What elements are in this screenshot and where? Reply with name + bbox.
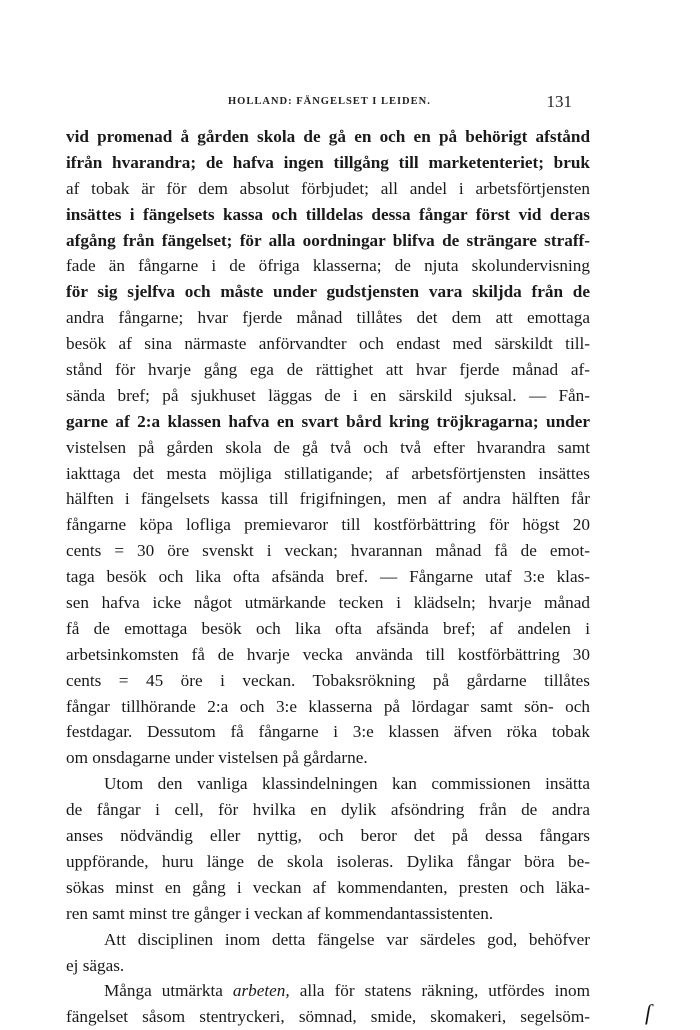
body-text bbox=[66, 124, 590, 1030]
text-line: af tobak är för dem absolut förbjudet; all andel i arbetsförtjensten bbox=[66, 178, 590, 198]
text-line: cents = 30 öre svenskt i veckan; hvarannan månad få de emot- bbox=[66, 541, 590, 561]
text-run: Många utmärkta bbox=[104, 981, 233, 1001]
text-line: ren samt minst tre gånger i veckan af kommendantassistenten. bbox=[66, 903, 494, 923]
text-line: för sig sjelfva och måste under gudstjensten vara skiljda från de bbox=[66, 282, 590, 302]
text-line: Utom den vanliga klassindelningen kan commissionen insätta bbox=[104, 774, 590, 794]
text-line: fade än fångarne i de öfriga klasserna; de njuta skolundervisning bbox=[66, 256, 590, 276]
text-run: alla för statens räkning, utfördes inom bbox=[289, 981, 590, 1001]
text-line: få de emottaga besök och lika ofta afsända bref; af andelen i bbox=[66, 618, 590, 638]
text-line: uppförande, huru länge de skola isoleras. Dylika fångar böra be- bbox=[66, 851, 590, 871]
text-line: andra fångarne; hvar fjerde månad tillåtes det dem att emottaga bbox=[66, 308, 590, 328]
text-line: om onsdagarne under vistelsen på gårdarne. bbox=[66, 748, 368, 768]
text-line: stånd för hvarje gång ega de rättighet att hvar fjerde månad af- bbox=[66, 360, 590, 380]
text-line: afgång från fängelset; för alla oordningar blifva de strängare straff- bbox=[66, 230, 590, 250]
text-line: ifrån hvarandra; de hafva ingen tillgång till marketenteriet; bruk bbox=[66, 152, 590, 172]
text-line: iakttaga det mesta möjliga stillatigande; af arbetsförtjensten insättes bbox=[66, 463, 590, 483]
text-line: sökas minst en gång i veckan af kommendanten, presten och läka- bbox=[66, 877, 590, 897]
text-line: de fångar i cell, för hvilka en dylik afsöndring från de andra bbox=[66, 800, 590, 820]
text-line bbox=[66, 978, 590, 1004]
text-line: vid promenad å gården skola de gå en och en på behörigt afstånd bbox=[66, 127, 590, 146]
page-header bbox=[66, 92, 572, 118]
text-line: Att disciplinen inom detta fängelse var särdeles god, behöfver bbox=[104, 929, 590, 949]
margin-mark: ſ bbox=[645, 1000, 652, 1025]
page-number: 131 bbox=[546, 92, 572, 111]
running-head: HOLLAND: FÄNGELSET I LEIDEN. bbox=[228, 96, 431, 107]
text-line: fängelset såsom stentryckeri, sömnad, smide, skomakeri, segelsöm- bbox=[66, 1007, 590, 1027]
text-line: besök af sina närmaste anförvandter och endast med särskildt till- bbox=[66, 334, 590, 354]
text-line: insättes i fängelsets kassa och tilldelas dessa fångar först vid deras bbox=[66, 204, 590, 224]
text-line: cents = 45 öre i veckan. Tobaksrökning på gårdarne tillåtes bbox=[66, 670, 590, 690]
text-line: sen hafva icke något utmärkande tecken i klädseln; hvarje månad bbox=[66, 593, 590, 613]
text-line: taga besök och lika ofta afsända bref. — Fångarne utaf 3:e klas- bbox=[66, 567, 590, 587]
text-line: anses nödvändig eller nyttig, och beror det på dessa fångars bbox=[66, 826, 590, 846]
text-line: vistelsen på gården skola de gå två och två efter hvarandra samt bbox=[66, 437, 590, 457]
text-line: festdagar. Dessutom få fångarne i 3:e klassen äfven röka tobak bbox=[66, 722, 590, 742]
text-line: arbetsinkomsten få de hvarje vecka använda till kostförbättring 30 bbox=[66, 644, 590, 664]
text-line: ej sägas. bbox=[66, 955, 125, 975]
italic-term: arbeten, bbox=[232, 981, 290, 1001]
text-line: fångarne köpa lofliga premievaror till kostförbättring för högst 20 bbox=[66, 515, 590, 535]
text-line: fångar tillhörande 2:a och 3:e klasserna på lördagar samt sön- och bbox=[66, 696, 590, 716]
text-line: hälften i fängelsets kassa till frigifningen, men af andra hälften får bbox=[66, 489, 590, 509]
text-line: garne af 2:a klassen hafva en svart bård kring tröjkragarna; under bbox=[66, 411, 590, 431]
text-line: sända bref; på sjukhuset läggas de i en särskild sjuksal. — Fån- bbox=[66, 385, 590, 405]
